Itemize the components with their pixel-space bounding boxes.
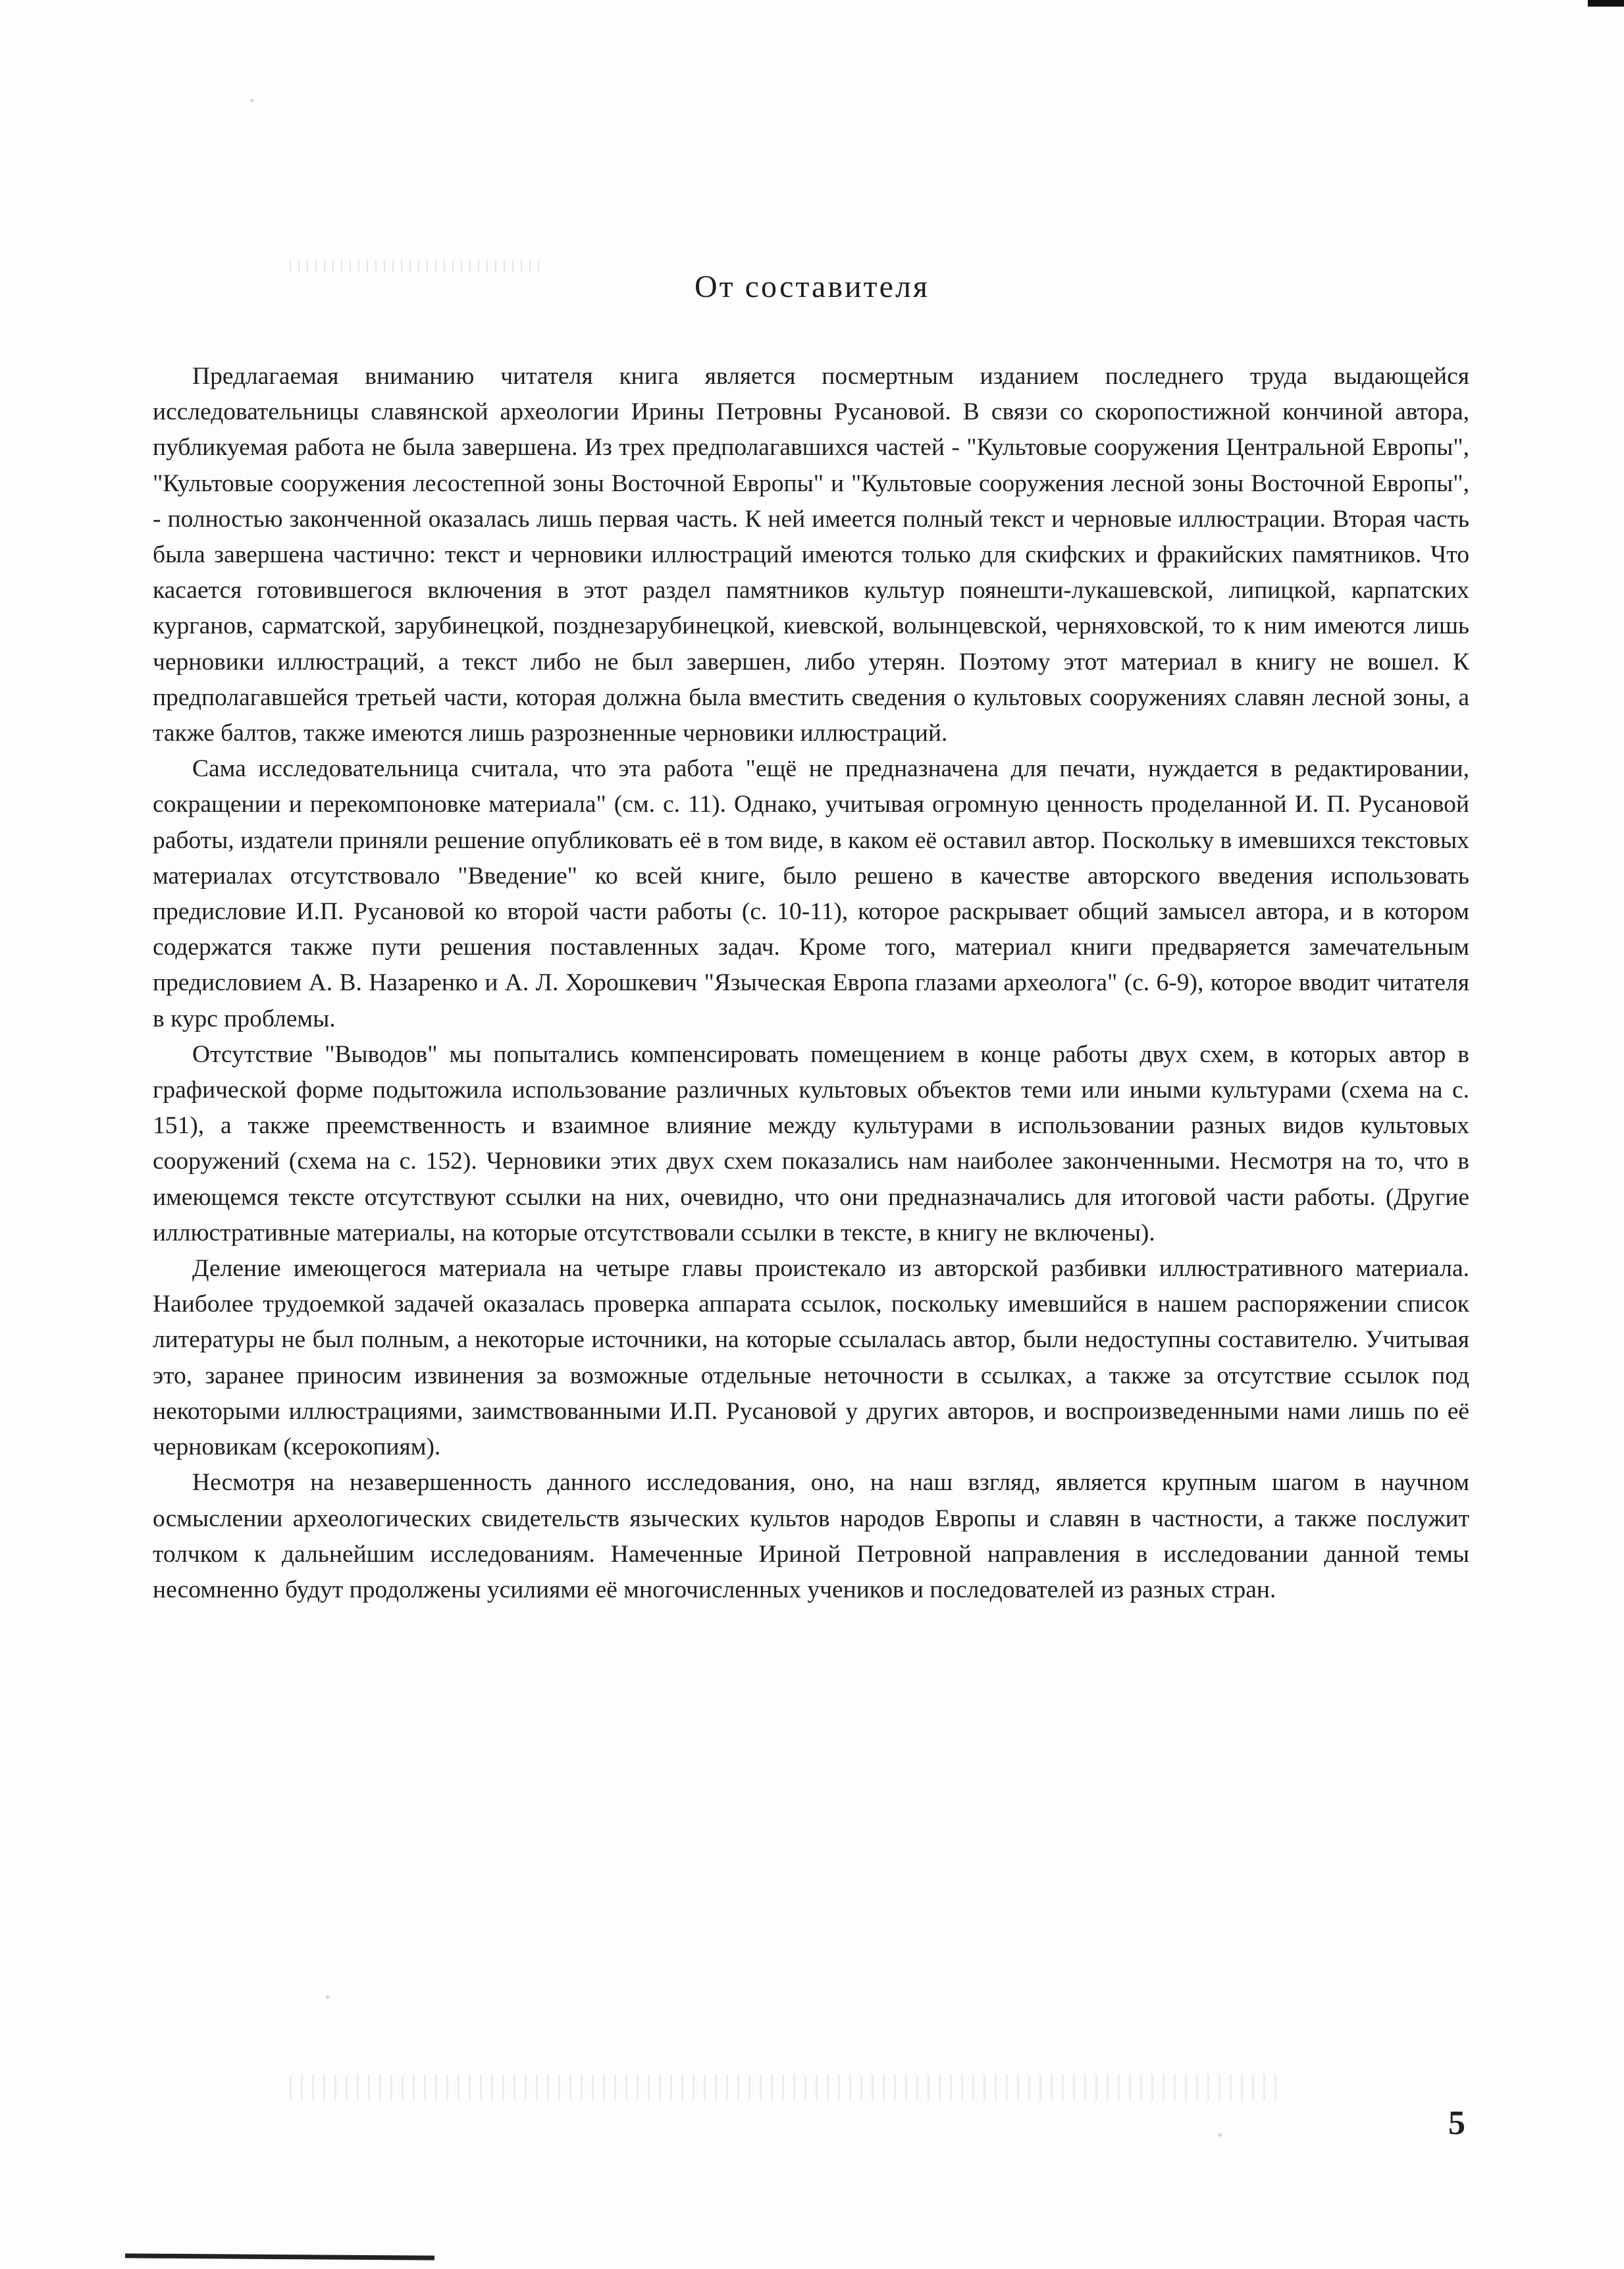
page-title: От составителя (694, 269, 930, 304)
document-body (153, 359, 1469, 1608)
scan-speck (326, 1995, 329, 1999)
page-number: 5 (1448, 2104, 1465, 2142)
scan-speck (1218, 2133, 1222, 2137)
paragraph: Сама исследовательница считала, что эта работа "ещё не предназначена для печати, нуждается в редактировании, сокращении и перекомпоновке материала" (см. с. 11). Однако, учитывая огромную ценность проделанной И. П. Русановой работы, издатели приняли решение опубликовать её в том виде, в каком её оставил автор. Поскольку в имевшихся текстовых материалах отсутствовало "Введение" ко всей книге, было решено в качестве авторского введения использовать предисловие И.П. Русановой ко второй части работы (с. 10-11), которое раскрывает общий замысел автора, и в котором содержатся также пути решения поставленных задач. Кроме того, материал книги предваряется замечательным предисловием А. В. Назаренко и А. Л. Хорошкевич "Языческая Европа глазами археолога" (с. 6-9), которое вводит читателя в курс проблемы. (153, 755, 1469, 1032)
scan-speck (250, 99, 253, 102)
paragraph: Предлагаемая вниманию читателя книга является посмертным изданием последнего труда выдающейся исследовательницы славянской археологии Ирины Петровны Русановой. В связи со скоропостижной кончиной автора, публикуемая работа не была завершена. Из трех предполагавшихся частей - "Культовые сооружения Центральной Европы", "Культовые сооружения лесостепной зоны Восточной Европы" и "Культовые сооружения лесной зоны Восточной Европы", - полностью законченной оказалась лишь первая часть. К ней имеется полный текст и черновые иллюстрации. Вторая часть была завершена частично: текст и черновики иллюстраций имеются только для скифских и фракийских памятников. Что касается готовившегося включения в этот раздел памятников культур поянешти-лукашевской, липицкой, карпатских курганов, сарматской, зарубинецкой, позднезарубинецкой, киевской, волынцевской, черняховской, то к ним имеются лишь черновики иллюстраций, а текст либо не был завершен, либо утерян. Поэтому этот материал в книгу не вошел. К предполагавшейся третьей части, которая должна была вместить сведения о культовых сооружениях славян лесной зоны, а также балтов, также имеются лишь разрозненные черновики иллюстраций. (153, 363, 1469, 747)
scan-edge-mark (125, 2253, 434, 2260)
scan-edge-mark (1588, 0, 1624, 7)
paragraph: Несмотря на незавершенность данного исследования, оно, на наш взгляд, является крупным шагом в научном осмыслении археологических свидетельств языческих культов народов Европы и славян в частности, а также послужит толчком к дальнейшим исследованиям. Намеченные Ириной Петровной направления в исследовании данной темы несомненно будут продолжены усилиями её многочисленных учеников и последователей из разных стран. (153, 1469, 1469, 1603)
paragraph: Деление имеющегося материала на четыре главы проистекало из авторской разбивки иллюстративного материала. Наиболее трудоемкой задачей оказалась проверка аппарата ссылок, поскольку имевшийся в нашем распоряжении список литературы не был полным, а некоторые источники, на которые ссылалась автор, были недоступны составителю. Учитывая это, заранее приносим извинения за возможные отдельные неточности в ссылках, а также за отсутствие ссылок под некоторыми иллюстрациями, заимствованными И.П. Русановой у других авторов, и воспроизведенными нами лишь по её черновикам (ксерокопиям). (153, 1255, 1469, 1461)
paragraph: Отсутствие "Выводов" мы попытались компенсировать помещением в конце работы двух схем, в которых автор в графической форме подытожила использование различных культовых объектов теми или иными культурами (схема на с. 151), а также преемственность и взаимное влияние между культурами в использовании разных видов культовых сооружений (схема на с. 152). Черновики этих двух схем показались нам наиболее законченными. Несмотря на то, что в имеющемся тексте отсутствуют ссылки на них, очевидно, что они предназначались для итоговой части работы. (Другие иллюстративные материалы, на которые отсутствовали ссылки в тексте, в книгу не включены). (153, 1040, 1469, 1246)
scan-artifact (290, 2074, 1277, 2100)
